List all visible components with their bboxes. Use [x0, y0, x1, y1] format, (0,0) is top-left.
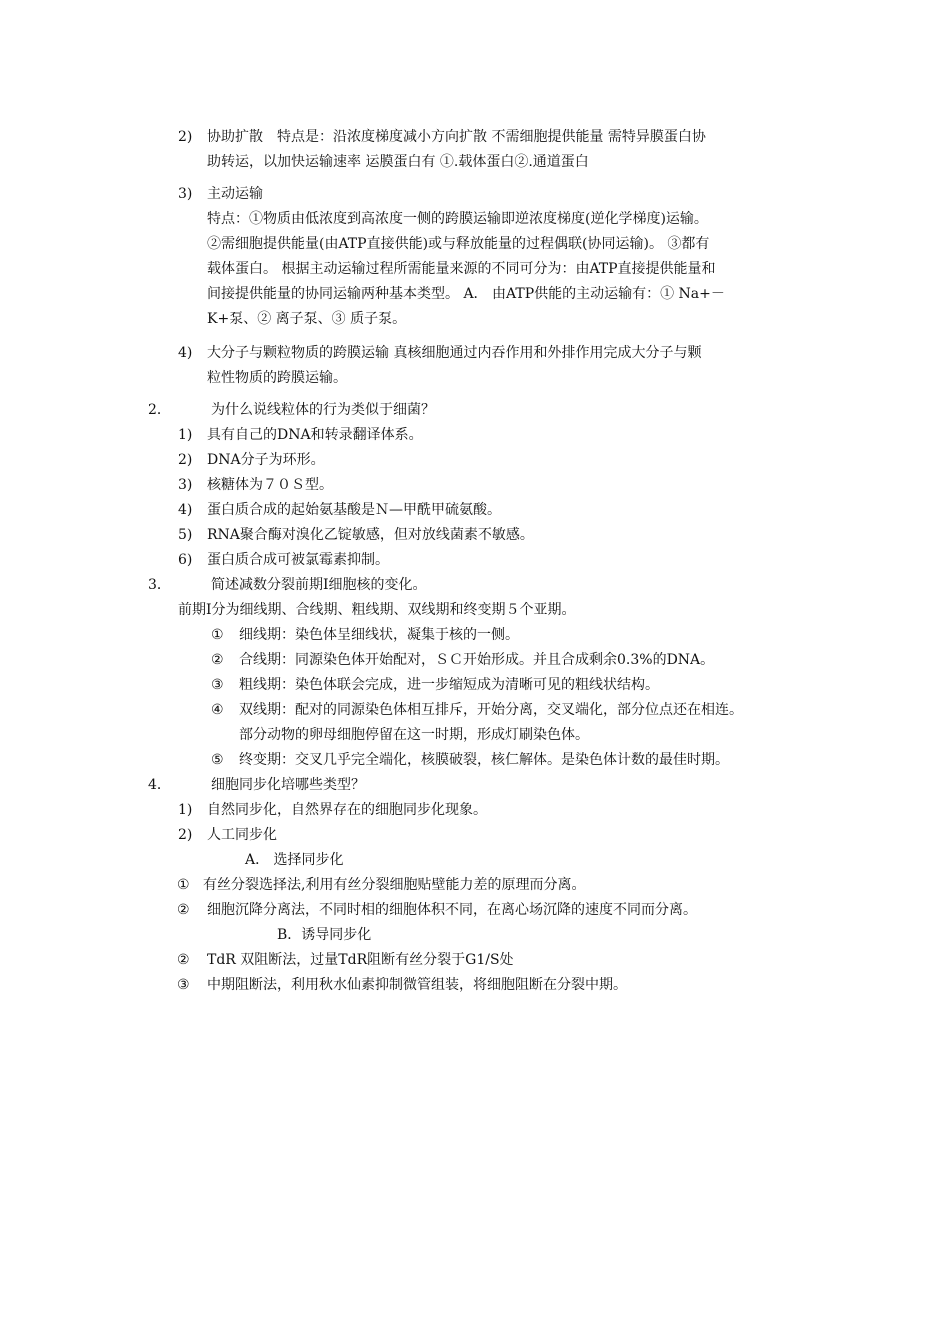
list-item: 粗线期：染色体联会完成，进一步缩短成为清晰可见的粗线状结构。	[239, 677, 659, 693]
list-number: 2)	[178, 827, 193, 843]
list-number: 1)	[178, 427, 193, 443]
list-number: ⑤	[211, 752, 224, 768]
list-number: 5)	[178, 527, 193, 543]
list-number: ①	[211, 627, 224, 643]
list-item: 人工同步化	[207, 827, 277, 843]
list-item: 中期阻断法，利用秋水仙素抑制微管组装，将细胞阻断在分裂中期。	[207, 977, 627, 993]
list-number: 2)	[178, 452, 193, 468]
paragraph-line: 间接提供能量的协同运输两种基本类型。 A． 由ATP供能的主动运输有：① Na+－	[207, 286, 725, 302]
item-title: 主动运输	[207, 186, 263, 202]
list-number: 4)	[178, 502, 193, 518]
list-item: 细胞沉降分离法，不同时相的细胞体积不同，在离心场沉降的速度不同而分离。	[207, 902, 697, 918]
list-item: 细线期：染色体呈细线状，凝集于核的一侧。	[239, 627, 519, 643]
subheading: A． 选择同步化	[245, 852, 344, 868]
list-number: ②	[177, 952, 190, 968]
list-number: 6)	[178, 552, 193, 568]
paragraph-line: 特点：①物质由低浓度到高浓度一侧的跨膜运输即逆浓度梯度(逆化学梯度)运输。	[207, 211, 708, 227]
paragraph-line: 载体蛋白。 根据主动运输过程所需能量来源的不同可分为：由ATP直接提供能量和	[207, 261, 716, 277]
paragraph-line: 粒性物质的跨膜运输。	[207, 370, 347, 386]
list-number: ③	[177, 977, 190, 993]
list-item: TdR 双阻断法，过量TdR阻断有丝分裂于G1/S处	[207, 952, 514, 968]
paragraph-line: 助转运，以加快运输速率 运膜蛋白有 ①.载体蛋白②.通道蛋白	[207, 154, 589, 170]
list-item: 蛋白质合成的起始氨基酸是Ｎ—甲酰甲硫氨酸。	[207, 502, 501, 518]
question-number: 2．	[148, 402, 171, 418]
question-title: 简述减数分裂前期Ⅰ细胞核的变化。	[211, 577, 427, 593]
list-item-continuation: 部分动物的卵母细胞停留在这一时期，形成灯刷染色体。	[239, 727, 589, 743]
list-number: ④	[211, 702, 224, 718]
subheading: B．诱导同步化	[277, 927, 372, 943]
paragraph-line: 大分子与颗粒物质的跨膜运输 真核细胞通过内吞作用和外排作用完成大分子与颗	[207, 345, 702, 361]
list-number: ②	[177, 902, 190, 918]
question-title: 细胞同步化培哪些类型？	[211, 777, 365, 793]
question-title: 为什么说线粒体的行为类似于细菌？	[211, 402, 435, 418]
list-number: 1)	[178, 802, 193, 818]
list-number: ③	[211, 677, 224, 693]
paragraph-line: K+泵、② 离子泵、③ 质子泵。	[207, 311, 407, 327]
list-item: RNA聚合酶对溴化乙锭敏感，但对放线菌素不敏感。	[207, 527, 534, 543]
list-item: 蛋白质合成可被氯霉素抑制。	[207, 552, 389, 568]
list-item: 自然同步化，自然界存在的细胞同步化现象。	[207, 802, 487, 818]
list-number: 2)	[178, 129, 193, 145]
list-item: 双线期：配对的同源染色体相互排斥，开始分离，交叉端化，部分位点还在相连。	[239, 702, 743, 718]
list-item: 合线期：同源染色体开始配对，ＳＣ开始形成。并且合成剩余0.3%的DNA。	[239, 652, 715, 668]
list-item: 核糖体为７０Ｓ型。	[207, 477, 333, 493]
question-number: 3．	[148, 577, 171, 593]
list-item: DNA分子为环形。	[207, 452, 325, 468]
question-number: 4．	[148, 777, 171, 793]
list-number: ①	[177, 877, 190, 893]
list-item: 具有自己的DNA和转录翻译体系。	[207, 427, 423, 443]
list-number: ②	[211, 652, 224, 668]
paragraph-line: 协助扩散 特点是：沿浓度梯度减小方向扩散 不需细胞提供能量 需特异膜蛋白协	[207, 129, 706, 145]
list-number: 3)	[178, 477, 193, 493]
question-intro: 前期Ⅰ分为细线期、合线期、粗线期、双线期和终变期５个亚期。	[178, 602, 576, 618]
list-number: 4)	[178, 345, 193, 361]
list-item: 终变期：交叉几乎完全端化，核膜破裂，核仁解体。是染色体计数的最佳时期。	[239, 752, 729, 768]
paragraph-line: ②需细胞提供能量(由ATP直接供能)或与释放能量的过程偶联(协同运输)。 ③都有	[207, 236, 710, 252]
list-number: 3)	[178, 186, 193, 202]
list-item: 有丝分裂选择法,利用有丝分裂细胞贴壁能力差的原理而分离。	[203, 877, 586, 893]
